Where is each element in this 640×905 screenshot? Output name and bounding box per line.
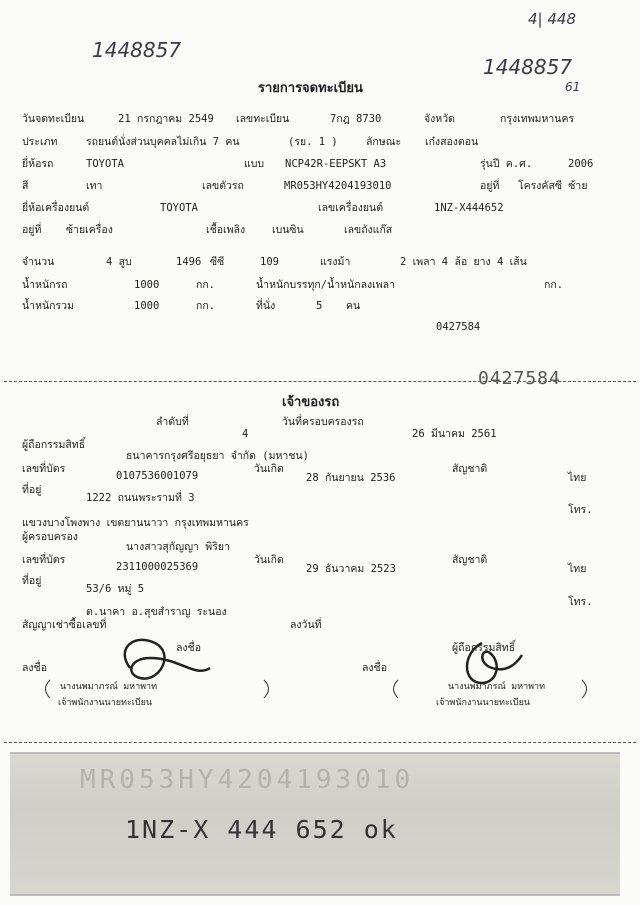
color-label: สี	[22, 180, 29, 192]
possessor-label: ผู้ครอบครอง	[22, 531, 78, 543]
possessor-phone-label: โทร.	[568, 596, 593, 608]
cc-label: ซีซี	[210, 256, 225, 268]
handwritten-number-right: 1448857	[483, 55, 573, 79]
vehicle-style: เก๋งสองตอน	[425, 136, 479, 148]
plate-label: เลขทะเบียน	[236, 113, 290, 125]
brand: TOYOTA	[86, 158, 124, 170]
engine-location: ซ้ายเครื่อง	[66, 224, 113, 236]
seats: 5	[316, 300, 323, 312]
possessor-address-line2: ต.นาคา อ.สุขสำราญ ระนอง	[86, 606, 227, 618]
owner-title: เจ้าของรถ	[282, 395, 340, 410]
engine-location-label: อยู่ที่	[22, 224, 42, 236]
holder-birth-label: วันเกิด	[254, 463, 284, 475]
color: เทา	[86, 180, 103, 192]
holder-address-line1: 1222 ถนนพระรามที่ 3	[86, 492, 195, 504]
weight-unit: กก.	[196, 279, 216, 291]
registrar-sign-label-left: ลงชื่อ	[22, 662, 47, 674]
quantity-label: จำนวน	[22, 256, 55, 268]
gross-weight-unit: กก.	[196, 300, 216, 312]
registrar-name-right: นางนพมาภรณ์ มหาพาท	[448, 682, 546, 692]
holder-name: ธนาคารกรุงศรีอยุธยา จำกัด (มหาชน)	[126, 450, 309, 462]
province-label: จังหวัด	[424, 113, 455, 125]
plate-number: 7กฎ 8730	[330, 113, 382, 125]
holder-address-label: ที่อยู่	[22, 484, 42, 496]
possessor-name: นางสาวสุกัญญา พิริยา	[126, 541, 230, 553]
sequence-number: 4	[242, 428, 249, 440]
chassis-location-label: อยู่ที่	[480, 180, 500, 192]
holder-phone-label: โทร.	[568, 504, 593, 516]
possessor-id-label: เลขที่บัตร	[22, 554, 66, 566]
type-code: (รย. 1 )	[288, 136, 338, 148]
horsepower: 109	[260, 256, 279, 268]
possessor-address-line1: 53/6 หมู่ 5	[86, 583, 145, 595]
axles-wheels: 2 เพลา 4 ล้อ ยาง 4 เส้น	[400, 256, 527, 268]
section-divider	[4, 381, 636, 382]
engine-number-handwritten: 1NZ-X 444 652 ok	[125, 815, 398, 844]
bracket-right	[390, 678, 590, 700]
weight-label: น้ำหนักรถ	[22, 279, 68, 291]
possessor-nationality-label: สัญชาติ	[452, 554, 488, 566]
vehicle-weight: 1000	[134, 279, 160, 291]
bottom-divider	[4, 742, 636, 743]
sequence-label: ลำดับที่	[156, 416, 189, 428]
gross-weight-label: น้ำหนักรวม	[22, 300, 74, 312]
registration-title: รายการจดทะเบียน	[258, 81, 363, 96]
engine-brand: TOYOTA	[160, 202, 198, 214]
fuel: เบนซิน	[272, 224, 304, 236]
holder-nationality: ไทย	[568, 472, 587, 484]
holder-sign-label: ลงชื่อ	[176, 642, 201, 654]
serial-number-large: 0427584	[478, 368, 561, 389]
gas-tank-label: เลขถังแก๊ส	[344, 224, 393, 236]
year-label: รุ่นปี ค.ศ.	[480, 158, 533, 170]
reg-date-label: วันจดทะเบียน	[22, 113, 85, 125]
holder-id-label: เลขที่บัตร	[22, 463, 66, 475]
chassis-number: MR053HY4204193010	[284, 180, 392, 192]
registrar-name-left: นางนพมาภรณ์ มหาพาท	[60, 682, 158, 692]
horsepower-label: แรงม้า	[320, 256, 351, 268]
engine-number: 1NZ-X444652	[434, 202, 504, 214]
handwritten-fraction: 61	[565, 80, 581, 94]
reg-date: 21 กรกฎาคม 2549	[118, 113, 214, 125]
serial-number: 0427584	[436, 321, 481, 333]
possession-date-label: วันที่ครอบครองรถ	[282, 416, 364, 428]
possession-date: 26 มีนาคม 2561	[412, 428, 497, 440]
possessor-birth-label: วันเกิด	[254, 554, 284, 566]
handwritten-number-top-left: 1448857	[92, 38, 182, 62]
chassis-label: เลขตัวรถ	[202, 180, 244, 192]
bracket-left	[42, 678, 272, 700]
model-year: 2006	[568, 158, 594, 170]
holder-label: ผู้ถือกรรมสิทธิ์	[22, 439, 86, 451]
engine-number-label: เลขเครื่องยนต์	[318, 202, 384, 214]
registrar-sign-label-right: ลงชื่อ	[362, 662, 387, 674]
load-unit: กก.	[544, 279, 564, 291]
possessor-birth: 29 ธันวาคม 2523	[306, 563, 396, 575]
holder-sign-role: ผู้ถือกรรมสิทธิ์	[452, 642, 516, 654]
engine-cc: 1496	[176, 256, 202, 268]
holder-id: 0107536001079	[116, 470, 199, 482]
model: NCP42R-EEPSKT A3	[285, 158, 387, 170]
brand-label: ยี่ห้อรถ	[22, 158, 54, 170]
lease-contract-label: สัญญาเช่าซื้อเลขที่	[22, 619, 107, 631]
possessor-id: 2311000025369	[116, 561, 199, 573]
type-label: ประเภท	[22, 136, 58, 148]
possessor-address-label: ที่อยู่	[22, 575, 42, 587]
cylinders: 4 สูบ	[106, 256, 132, 268]
load-label: น้ำหนักบรรทุก/น้ำหนักลงเพลา	[256, 279, 396, 291]
gross-weight: 1000	[134, 300, 160, 312]
registrar-role-left: เจ้าพนักงานนายทะเบียน	[58, 698, 152, 708]
handwritten-corner-mark: 4| 448	[528, 10, 576, 28]
registrar-role-right: เจ้าพนักงานนายทะเบียน	[436, 698, 530, 708]
seats-unit: คน	[346, 300, 361, 312]
holder-nationality-label: สัญชาติ	[452, 463, 488, 475]
possessor-nationality: ไทย	[568, 563, 587, 575]
lease-date-label: ลงวันที่	[290, 619, 322, 631]
vehicle-type: รถยนต์นั่งส่วนบุคคลไม่เกิน 7 คน	[86, 136, 240, 148]
seats-label: ที่นั่ง	[256, 300, 276, 312]
model-label: แบบ	[244, 158, 265, 170]
chassis-location: โครงคัสซี ซ้าย	[518, 180, 588, 192]
fuel-label: เชื้อเพลิง	[206, 224, 246, 236]
holder-birth: 28 กันยายน 2536	[306, 472, 396, 484]
holder-address-line2: แขวงบางโพงพาง เขตยานนาวา กรุงเทพมหานคร	[22, 517, 249, 529]
province: กรุงเทพมหานคร	[500, 113, 575, 125]
chassis-rubbing: MR053HY4204193010	[80, 765, 415, 795]
engine-brand-label: ยี่ห้อเครื่องยนต์	[22, 202, 90, 214]
style-label: ลักษณะ	[366, 136, 402, 148]
